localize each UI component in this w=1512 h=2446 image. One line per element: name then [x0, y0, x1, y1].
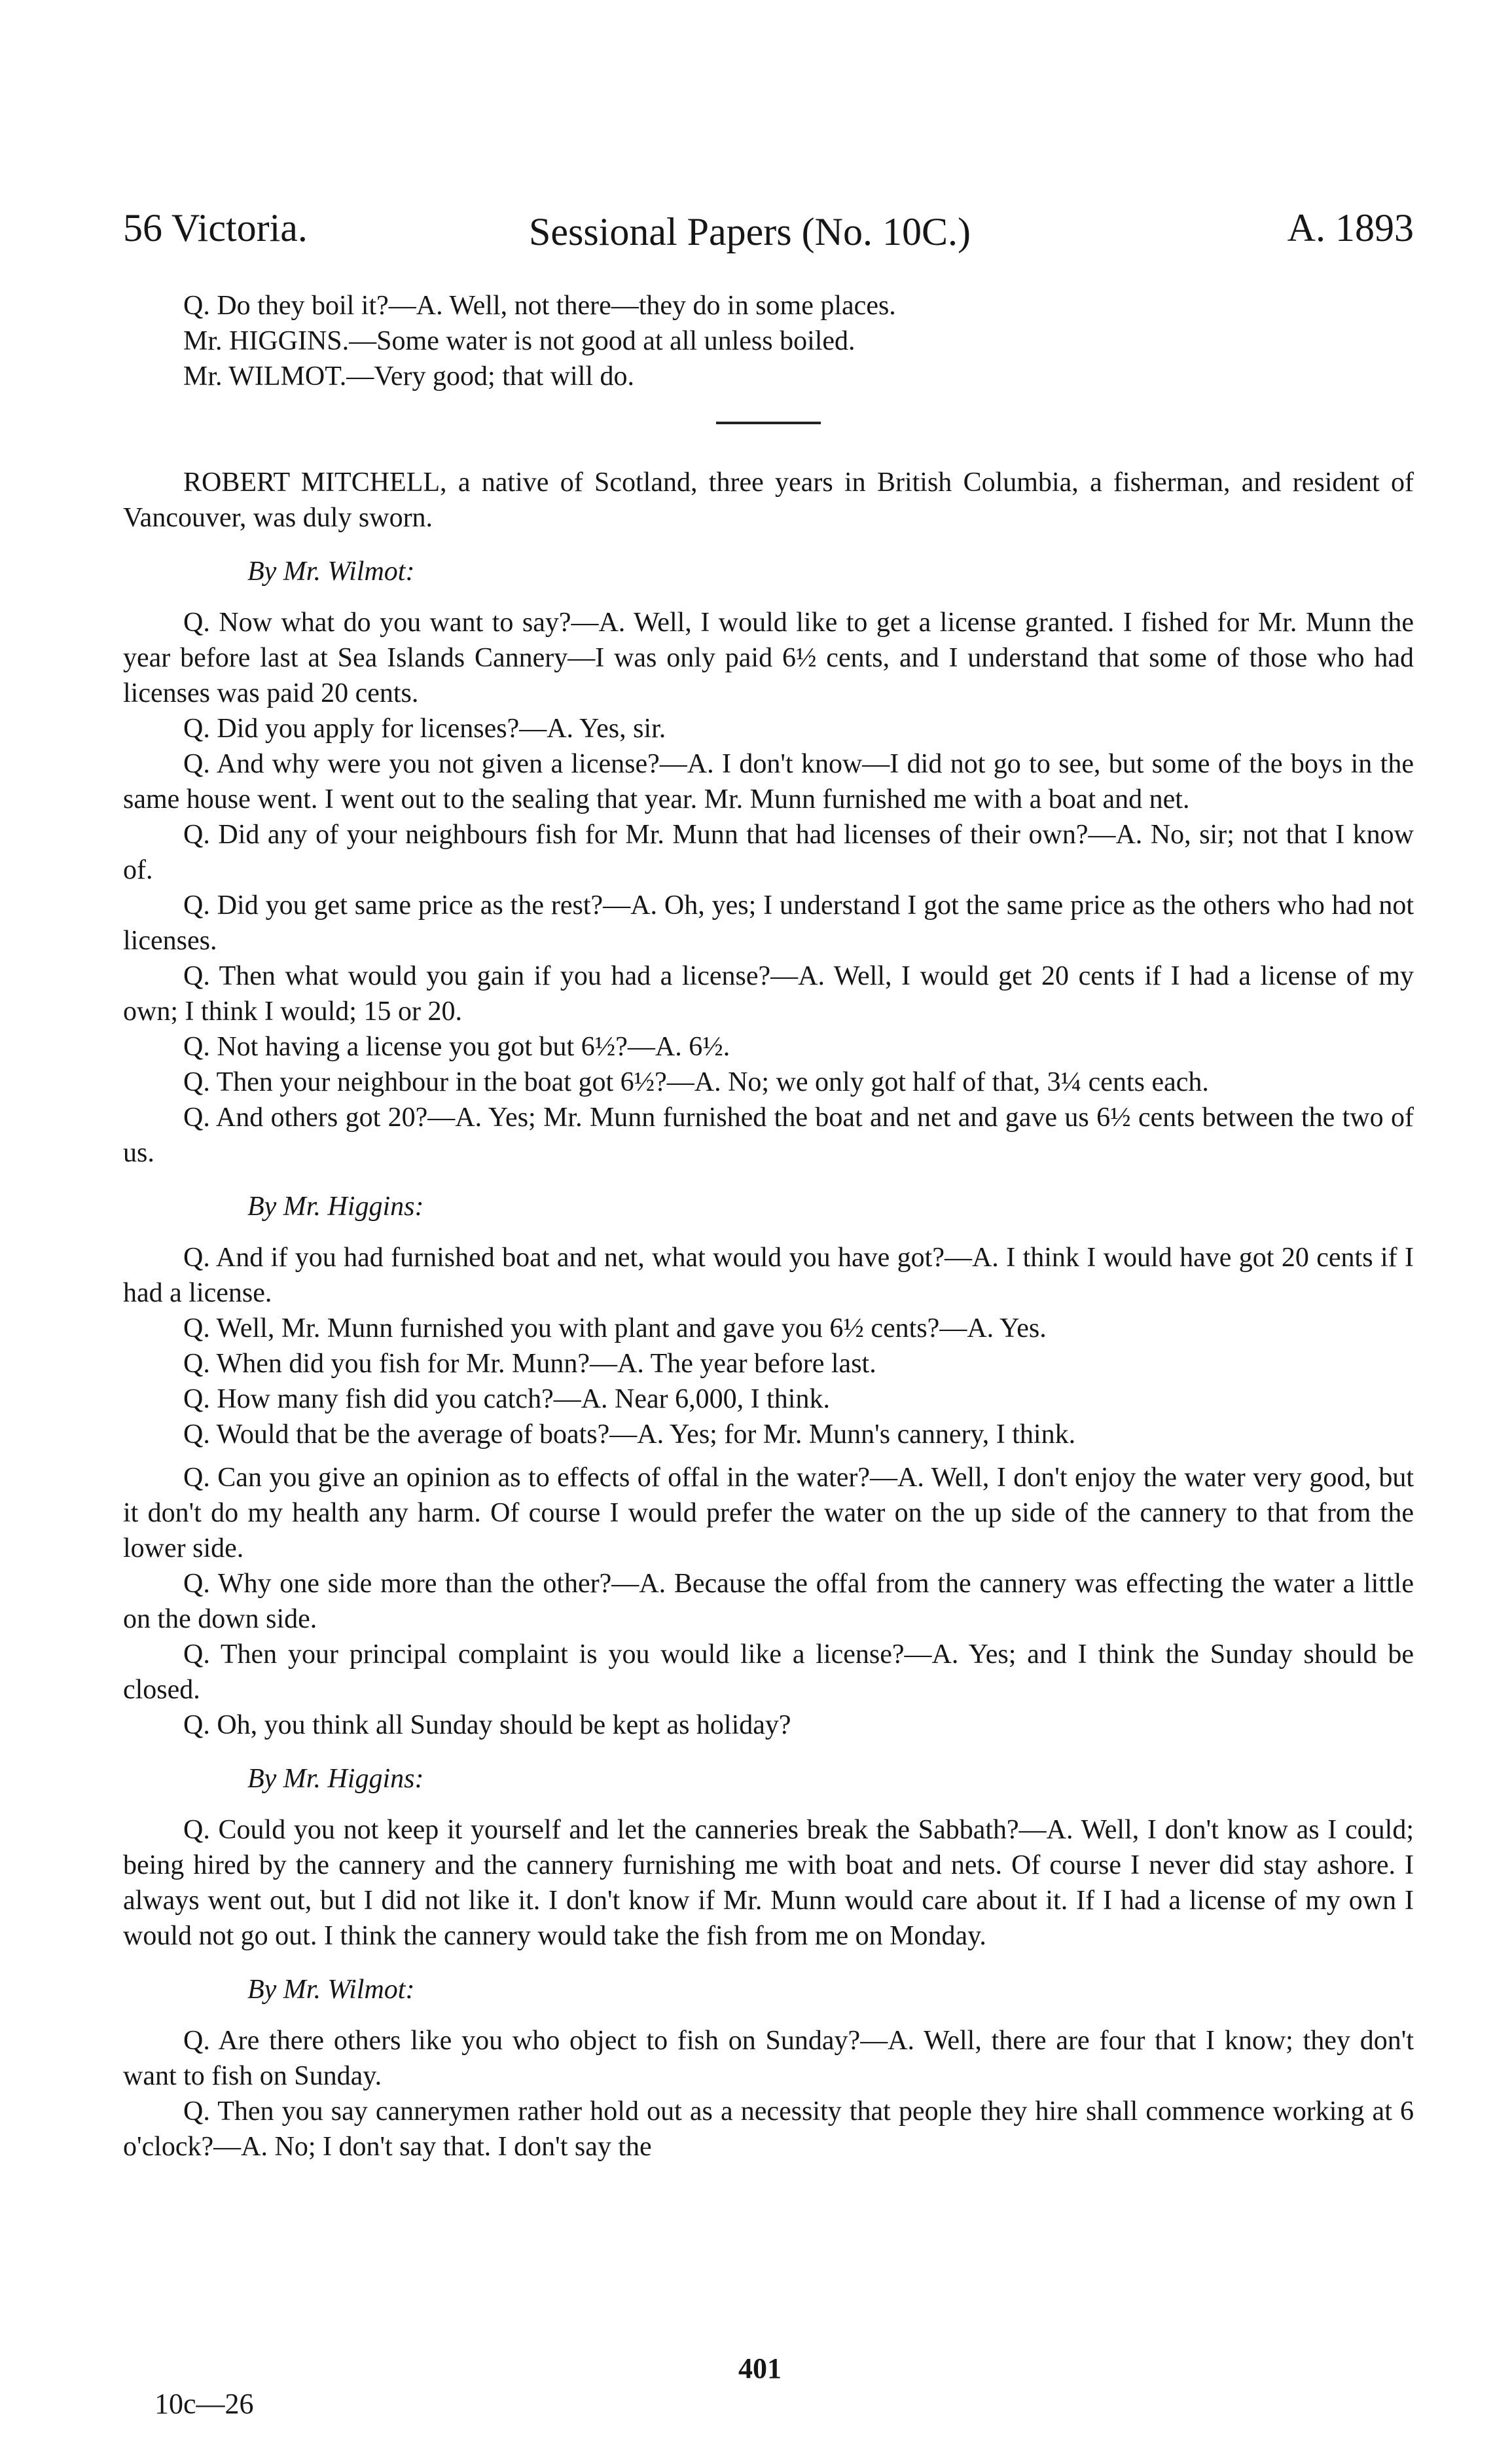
section-heading: By Mr. Higgins: [247, 1764, 424, 1794]
top-line: Q. Do they boil it?—A. Well, not there—they do in some places. [183, 291, 896, 321]
header-volume: 56 Victoria. [123, 206, 308, 249]
testimony-paragraph: Q. Then your principal complaint is you would like a license?—A. Yes; and I think the Sunday should be closed. [123, 1639, 1414, 1705]
testimony-paragraph: Q. Did you get same price as the rest?—A. Oh, yes; I understand I got the same price as the others who had not licenses. [123, 890, 1414, 956]
section-heading: By Mr. Higgins: [247, 1192, 424, 1222]
section-heading: By Mr. Wilmot: [247, 557, 415, 587]
testimony-paragraph: Q. Now what do you want to say?—A. Well, I would like to get a license granted. I fished for Mr. Munn the year before last at Sea Islands Cannery—I was only paid 6½ cents, and I understand that some of those who had licenses was paid 20 cents. [123, 608, 1414, 708]
section-divider [716, 422, 821, 424]
testimony-paragraph: Q. Did you apply for licenses?—A. Yes, sir. [183, 714, 666, 744]
testimony-paragraph: Q. Are there others like you who object to fish on Sunday?—A. Well, there are four that I know; they don't want to fish on Sunday. [123, 2026, 1414, 2091]
testimony-paragraph: Q. And if you had furnished boat and net, what would you have got?—A. I think I would have got 20 cents if I had a license. [123, 1243, 1414, 1308]
signature-mark: 10c—26 [154, 2388, 254, 2420]
testimony-paragraph: Q. Then you say cannerymen rather hold out as a necessity that people they hire shall commence working at 6 o'clock?—A. No; I don't say that. I don't say the [123, 2096, 1414, 2162]
testimony-paragraph: Q. Oh, you think all Sunday should be kept as holiday? [183, 1710, 791, 1740]
page-body [123, 288, 1414, 2164]
testimony-paragraph: Q. And others got 20?—A. Yes; Mr. Munn furnished the boat and net and gave us 6½ cents between the two of us. [123, 1103, 1414, 1168]
testimony-paragraph: Q. Then what would you gain if you had a license?—A. Well, I would get 20 cents if I had a license of my own; I think I would; 15 or 20. [123, 961, 1414, 1027]
witness-intro: ROBERT MITCHELL, a native of Scotland, three years in British Columbia, a fisherman, and resident of Vancouver, was duly sworn. [123, 467, 1414, 533]
spacer [123, 1452, 1414, 1460]
testimony-paragraph: Q. Well, Mr. Munn furnished you with plant and gave you 6½ cents?—A. Yes. [183, 1313, 1047, 1343]
testimony-paragraph: Q. And why were you not given a license?—A. I don't know—I did not go to see, but some of the boys in the same house went. I went out to the sealing that year. Mr. Munn furnished me with a boat and net. [123, 749, 1414, 814]
running-header [123, 208, 1414, 267]
testimony-paragraph: Q. When did you fish for Mr. Munn?—A. The year before last. [183, 1349, 876, 1379]
testimony-paragraph: Q. Not having a license you got but 6½?—A. 6½. [183, 1032, 730, 1062]
testimony-paragraph: Q. Why one side more than the other?—A. Because the offal from the cannery was effecting the water a little on the down side. [123, 1569, 1414, 1634]
section-heading: By Mr. Wilmot: [247, 1975, 415, 2005]
header-title: Sessional Papers (No. 10C.) [529, 210, 971, 253]
testimony-paragraph: Q. Can you give an opinion as to effects of offal in the water?—A. Well, I don't enjoy the water very good, but it don't do my health any harm. Of course I would prefer the water on the up side of the cannery to that from the lower side. [123, 1463, 1414, 1563]
testimony-paragraph: Q. How many fish did you catch?—A. Near 6,000, I think. [183, 1384, 830, 1414]
top-line: Mr. HIGGINS.—Some water is not good at all unless boiled. [183, 326, 855, 356]
testimony-paragraph: Q. Could you not keep it yourself and let the canneries break the Sabbath?—A. Well, I don't know as I could; being hired by the cannery and the cannery furnishing me with boat and nets. Of course I never did stay ashore. I always went out, but I did not like it. I don't know if Mr. Munn would care about it. If I had a license of my own I would not go out. I think the cannery would take the fish from me on Monday. [123, 1815, 1414, 1951]
testimony-paragraph: Q. Did any of your neighbours fish for Mr. Munn that had licenses of their own?—A. No, sir; not that I know of. [123, 820, 1414, 885]
header-year: A. 1893 [1287, 206, 1414, 249]
top-line: Mr. WILMOT.—Very good; that will do. [183, 361, 635, 392]
testimony-paragraph: Q. Then your neighbour in the boat got 6½?—A. No; we only got half of that, 3¼ cents each. [183, 1067, 1209, 1097]
testimony-paragraph: Q. Would that be the average of boats?—A. Yes; for Mr. Munn's cannery, I think. [183, 1419, 1076, 1450]
page-number: 401 [738, 2352, 782, 2384]
